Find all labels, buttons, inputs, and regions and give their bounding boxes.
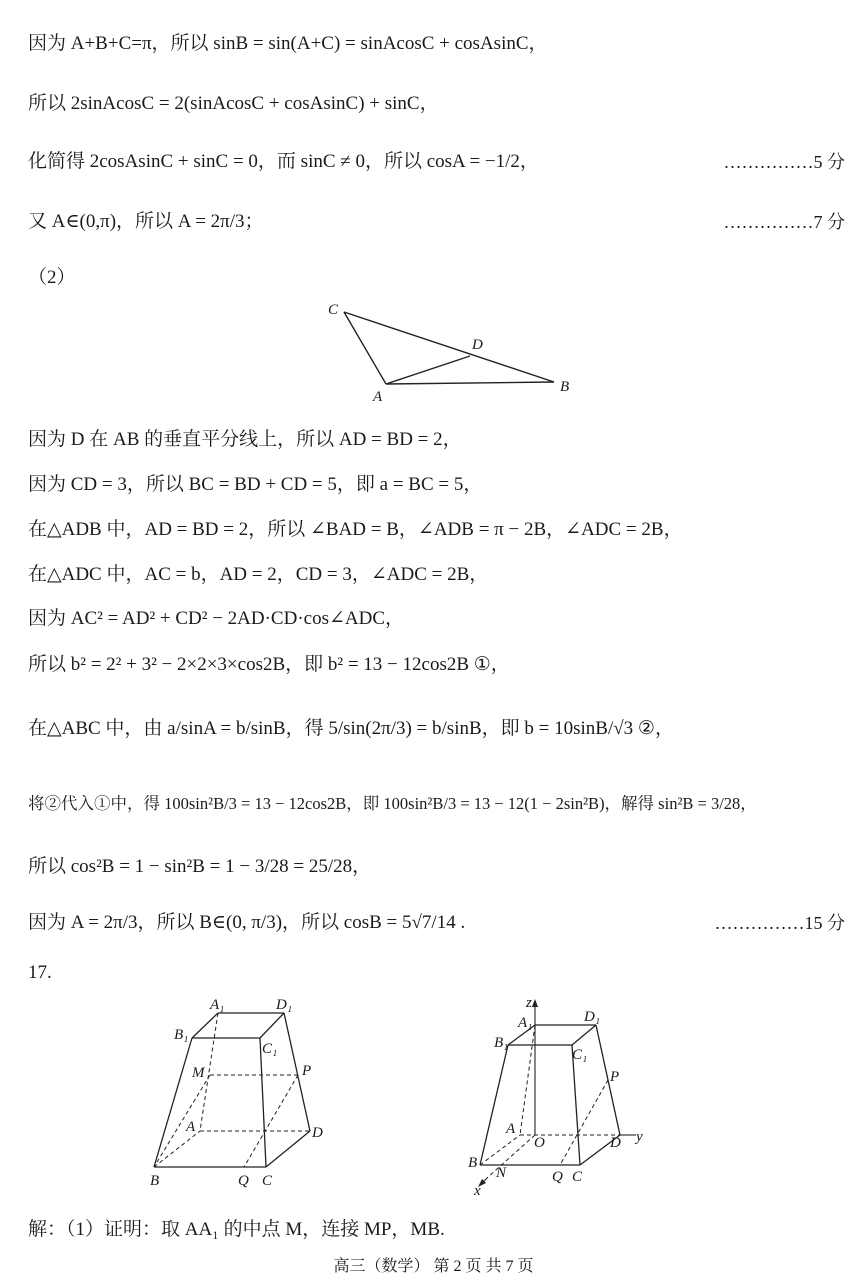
text-line-4: 又 A∈(0,π)，所以 A = 2π/3； (28, 211, 264, 232)
f1-label-M: M (192, 1065, 205, 1081)
f2-label-y: y (636, 1129, 643, 1145)
triangle-figure (320, 295, 580, 405)
f1-label-A: A (186, 1119, 196, 1135)
label-A: A (373, 389, 383, 405)
text-line-6: 因为 D 在 AB 的垂直平分线上，所以 AD = BD = 2， (28, 429, 462, 450)
text-line-11: 所以 b² = 2² + 3² − 2×2×3×cos2B，即 b² = 13 − 12cos2B ①， (28, 654, 510, 675)
f1-label-A1: A₁ (210, 997, 225, 1013)
text-line-16: 17. (28, 962, 52, 983)
f1-label-D: D (312, 1125, 323, 1141)
f2-label-D1: D₁ (584, 1009, 601, 1025)
f1-label-C: C (262, 1173, 273, 1189)
text-line-9: 在△ADC 中，AC = b，AD = 2，CD = 3，∠ADC = 2B， (28, 564, 489, 585)
text-line-14: 所以 cos²B = 1 − sin²B = 1 − 3/28 = 25/28， (28, 856, 372, 877)
score-7: ……………7 分 (723, 212, 845, 232)
f2-label-A1: A₁ (518, 1015, 533, 1031)
text-line-2: 所以 2sinAcosC = 2(sinAcosC + cosAsinC) + sinC， (28, 93, 439, 114)
f2-label-A: A (506, 1121, 516, 1137)
text-line-3: 化简得 2cosAsinC + sinC = 0，而 sinC ≠ 0，所以 cosA = −1/2， (28, 151, 539, 172)
text-line-15: 因为 A = 2π/3，所以 B∈(0, π/3)，所以 cosB = 5√7/14 . (28, 912, 466, 933)
label-C: C (328, 302, 339, 318)
f2-label-x: x (474, 1183, 481, 1195)
text-line-5: （2） (28, 267, 76, 288)
frustum-figure-left (140, 995, 340, 1195)
f2-label-C1: C₁ (572, 1047, 588, 1063)
f2-label-N: N (496, 1165, 507, 1181)
text-line-13: 将②代入①中，得 100sin²B/3 = 13 − 12cos2B，即 100sin²B/3 = 13 − 12(1 − 2sin²B)，解得 sin²B = 3/28， (28, 794, 757, 813)
page-footer: 高三（数学） 第 2 页 共 7 页 (333, 1258, 534, 1275)
edge-CA (344, 312, 386, 384)
f2-label-O: O (534, 1135, 545, 1151)
text-line-7: 因为 CD = 3，所以 BC = BD + CD = 5，即 a = BC = 5， (28, 474, 483, 495)
f2-label-D: D (610, 1135, 621, 1151)
f2-label-B1: B₁ (494, 1035, 509, 1051)
text-line-17: 解：（1）证明：取 AA₁ 的中点 M，连接 MP，MB. (28, 1219, 445, 1240)
edge-CB (344, 312, 554, 382)
text-line-1: 因为 A+B+C=π，所以 sinB = sin(A+C) = sinAcosC + cosAsinC， (28, 33, 548, 54)
frustum-figure-right (460, 995, 660, 1195)
text-line-8: 在△ADB 中，AD = BD = 2，所以 ∠BAD = B，∠ADB = π − 2B，∠ADC = 2B， (28, 519, 683, 540)
f2-label-P: P (610, 1069, 620, 1085)
score-15: ……………15 分 (714, 913, 845, 933)
f1-label-C1: C₁ (262, 1041, 278, 1057)
label-B: B (560, 379, 570, 395)
f1-label-B1: B₁ (174, 1027, 189, 1043)
f1-label-Q: Q (238, 1173, 249, 1189)
text-line-12: 在△ABC 中，由 a/sinA = b/sinB，得 5/sin(2π/3) = b/sinB，即 b = 10sinB/√3 ②， (28, 718, 674, 739)
edge-AD (386, 356, 470, 384)
label-D: D (472, 337, 483, 353)
edge-AB (386, 382, 554, 384)
f1-label-D1: D₁ (276, 997, 293, 1013)
text-line-10: 因为 AC² = AD² + CD² − 2AD·CD·cos∠ADC， (28, 608, 405, 629)
f2-label-Q: Q (552, 1169, 563, 1185)
score-5: ……………5 分 (723, 152, 845, 172)
f2-label-B: B (468, 1155, 478, 1171)
f2-label-C: C (572, 1169, 583, 1185)
f2-label-z: z (526, 995, 532, 1011)
f1-label-P: P (302, 1063, 312, 1079)
f1-label-B: B (150, 1173, 160, 1189)
